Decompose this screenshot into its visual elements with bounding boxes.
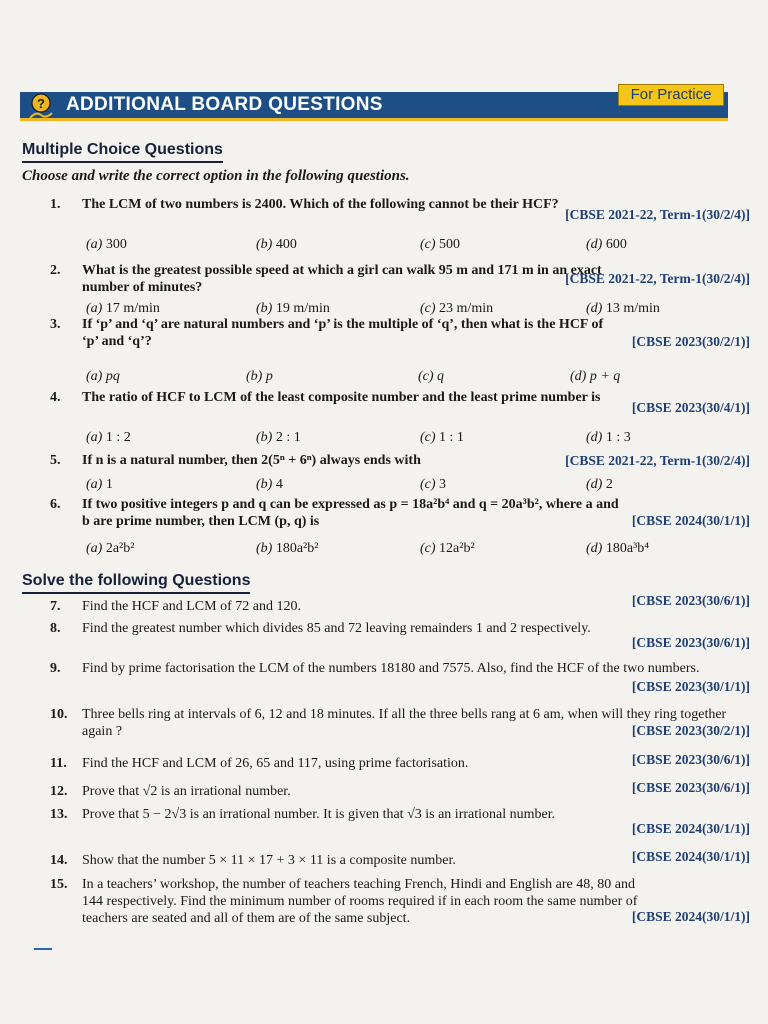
option-a: (a) 1 : 2 [86, 430, 131, 445]
question-number: 5. [50, 453, 61, 468]
option-b: (b) 2 : 1 [256, 430, 301, 445]
option-b: (b) 19 m/min [256, 301, 330, 316]
option-b: (b) p [246, 369, 273, 384]
question-reference: [CBSE 2023(30/6/1)] [631, 752, 750, 767]
option-a: (a) pq [86, 369, 120, 384]
option-c: (c) 500 [420, 237, 461, 252]
option-d: (d) 1 : 3 [586, 430, 631, 445]
banner-underline [20, 118, 728, 121]
question-text: If n is a natural number, then 2(5ⁿ + 6ⁿ) always ends with [82, 453, 421, 468]
option-b: (b) 400 [256, 237, 297, 252]
question-number: 15. [50, 877, 68, 892]
question-number: 8. [50, 621, 61, 636]
question-number: 12. [50, 784, 68, 799]
question-number: 1. [50, 197, 61, 212]
option-d: (d) 2 [586, 477, 613, 492]
option-a: (a) 300 [86, 237, 127, 252]
mcq-instruction: Choose and write the correct option in the following questions. [22, 168, 410, 184]
question-reference: [CBSE 2024(30/1/1)] [631, 513, 750, 528]
option-a: (a) 17 m/min [86, 301, 160, 316]
question-number: 13. [50, 807, 68, 822]
question-text: What is the greatest possible speed at which a girl can walk 95 m and 171 m in an exact number of minutes? [82, 263, 602, 295]
question-reference: [CBSE 2023(30/6/1)] [631, 780, 750, 795]
question-number: 7. [50, 599, 61, 614]
option-d: (d) 600 [586, 237, 627, 252]
option-a: (a) 2a²b² [86, 541, 135, 556]
question-text: Prove that √2 is an irrational number. [82, 784, 291, 799]
question-number: 14. [50, 853, 68, 868]
question-text: If two positive integers p and q can be expressed as p = 18a²b⁴ and q = 20a³b², where a and b are prime number, then LCM (p, q) is [82, 497, 619, 529]
option-c: (c) q [418, 369, 445, 384]
question-text: Find the HCF and LCM of 72 and 120. [82, 599, 301, 614]
mcq-heading: Multiple Choice Questions [22, 141, 223, 163]
page-title: ADDITIONAL BOARD QUESTIONS [66, 94, 383, 115]
question-reference: [CBSE 2021-22, Term-1(30/2/4)] [565, 453, 750, 468]
question-reference: [CBSE 2024(30/1/1)] [631, 849, 750, 864]
question-text: Find the greatest number which divides 85 and 72 leaving remainders 1 and 2 respectively. [82, 621, 591, 636]
solve-heading: Solve the following Questions [22, 572, 250, 594]
option-b: (b) 4 [256, 477, 283, 492]
question-text: Prove that 5 − 2√3 is an irrational number. It is given that √3 is an irrational number. [82, 807, 556, 822]
question-reference: [CBSE 2024(30/1/1)] [631, 821, 750, 836]
question-reference: [CBSE 2023(30/1/1)] [631, 679, 750, 694]
question-number: 9. [50, 661, 61, 676]
option-c: (c) 23 m/min [420, 301, 494, 316]
question-reference: [CBSE 2023(30/6/1)] [631, 635, 750, 650]
for-practice-tag: For Practice [618, 84, 724, 106]
question-text: The ratio of HCF to LCM of the least composite number and the least prime number is [82, 390, 601, 405]
option-c: (c) 1 : 1 [420, 430, 464, 445]
question-number: 6. [50, 497, 61, 512]
question-number: 10. [50, 707, 68, 722]
question-reference: [CBSE 2021-22, Term-1(30/2/4)] [565, 207, 750, 222]
question-reference: [CBSE 2023(30/2/1)] [631, 723, 750, 738]
question-text: Find by prime factorisation the LCM of the numbers 18180 and 7575. Also, find the HCF of the two numbers. [82, 661, 700, 676]
question-reference: [CBSE 2023(30/4/1)] [631, 400, 750, 415]
question-text: Three bells ring at intervals of 6, 12 and 18 minutes. If all the three bells rang at 6 am, when will they ring together again ? [82, 707, 727, 739]
question-number: 3. [50, 317, 61, 332]
question-thinker-icon [24, 91, 58, 121]
question-text: Find the HCF and LCM of 26, 65 and 117, using prime factorisation. [82, 756, 469, 771]
question-reference: [CBSE 2023(30/6/1)] [631, 593, 750, 608]
question-number: 4. [50, 390, 61, 405]
question-text: If ‘p’ and ‘q’ are natural numbers and ‘p’ is the multiple of ‘q’, then what is the HCF of ‘p’ and ‘q’? [82, 317, 604, 349]
option-c: (c) 3 [420, 477, 447, 492]
question-reference: [CBSE 2024(30/1/1)] [631, 909, 750, 924]
option-d: (d) p + q [570, 369, 621, 384]
option-d: (d) 13 m/min [586, 301, 660, 316]
question-number: 2. [50, 263, 61, 278]
question-reference: [CBSE 2021-22, Term-1(30/2/4)] [565, 271, 750, 286]
option-c: (c) 12a²b² [420, 541, 475, 556]
page-corner-mark [34, 948, 52, 950]
question-text: In a teachers’ workshop, the number of teachers teaching French, Hindi and English are 48, 80 and 144 respectively. Find the minimum number of rooms required if in each room the same number of teachers are seated and all of them are of the same subject. [82, 877, 638, 926]
option-b: (b) 180a²b² [256, 541, 319, 556]
question-number: 11. [50, 756, 67, 771]
question-text: Show that the number 5 × 11 × 17 + 3 × 11 is a composite number. [82, 853, 456, 868]
question-text: The LCM of two numbers is 2400. Which of the following cannot be their HCF? [82, 197, 559, 212]
option-d: (d) 180a³b⁴ [586, 541, 650, 556]
svg-text:?: ? [37, 96, 45, 111]
option-a: (a) 1 [86, 477, 113, 492]
question-reference: [CBSE 2023(30/2/1)] [631, 334, 750, 349]
